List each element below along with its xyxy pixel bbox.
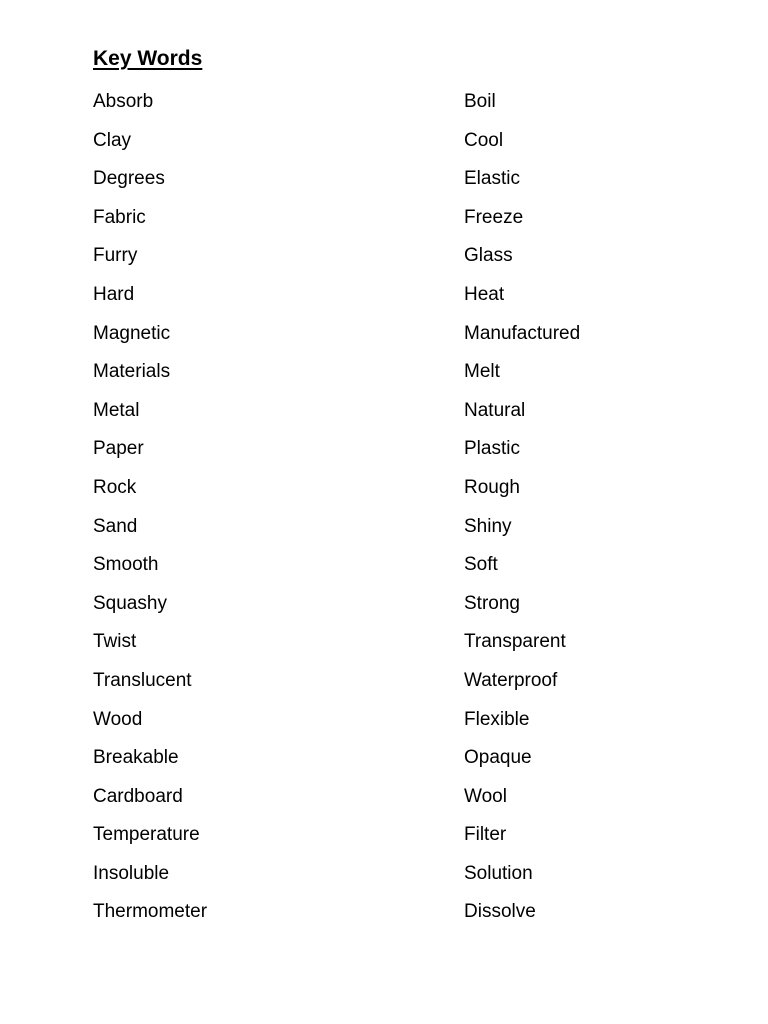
key-word-item: Rough <box>464 476 520 498</box>
key-word-item: Soft <box>464 554 498 576</box>
key-word-item: Thermometer <box>93 901 208 923</box>
key-word-item: Breakable <box>93 747 179 769</box>
key-word-item: Hard <box>93 283 135 305</box>
key-words-left-column <box>93 88 207 937</box>
key-word-item: Clay <box>93 129 132 151</box>
key-word-item: Temperature <box>93 824 200 846</box>
key-word-item: Melt <box>464 361 500 383</box>
key-word-item: Solution <box>464 862 533 884</box>
key-word-item: Translucent <box>93 669 192 691</box>
key-word-item: Elastic <box>464 168 520 190</box>
key-word-item: Rock <box>93 476 137 498</box>
key-word-item: Filter <box>464 824 507 846</box>
key-word-item: Cardboard <box>93 785 183 807</box>
key-word-item: Wool <box>464 785 507 807</box>
key-word-item: Flexible <box>464 708 530 730</box>
key-word-item: Natural <box>464 399 526 421</box>
key-word-item: Sand <box>93 515 138 537</box>
key-word-item: Manufactured <box>464 322 581 344</box>
key-word-item: Cool <box>464 129 504 151</box>
key-word-item: Freeze <box>464 206 524 228</box>
key-word-item: Insoluble <box>93 862 170 884</box>
key-word-item: Wood <box>93 708 143 730</box>
key-word-item: Paper <box>93 438 144 460</box>
key-word-item: Absorb <box>93 91 154 112</box>
key-word-item: Heat <box>464 283 505 305</box>
key-word-item: Dissolve <box>464 901 536 923</box>
key-word-item: Metal <box>93 399 140 421</box>
key-word-item: Degrees <box>93 168 165 190</box>
key-word-item: Furry <box>93 245 138 267</box>
page-title: Key Words <box>93 47 203 70</box>
key-word-item: Smooth <box>93 554 159 576</box>
key-word-item: Waterproof <box>464 669 558 691</box>
key-word-item: Materials <box>93 361 171 383</box>
key-words-right-column <box>464 88 580 937</box>
key-word-item: Fabric <box>93 206 146 228</box>
key-word-item: Shiny <box>464 515 512 537</box>
key-word-item: Glass <box>464 245 513 267</box>
key-word-item: Boil <box>464 91 496 112</box>
key-word-item: Opaque <box>464 747 532 769</box>
key-word-item: Plastic <box>464 438 520 460</box>
key-word-item: Strong <box>464 592 520 614</box>
key-word-item: Squashy <box>93 592 167 614</box>
key-word-item: Magnetic <box>93 322 171 344</box>
key-word-item: Transparent <box>464 631 566 653</box>
key-word-item: Twist <box>93 631 137 653</box>
